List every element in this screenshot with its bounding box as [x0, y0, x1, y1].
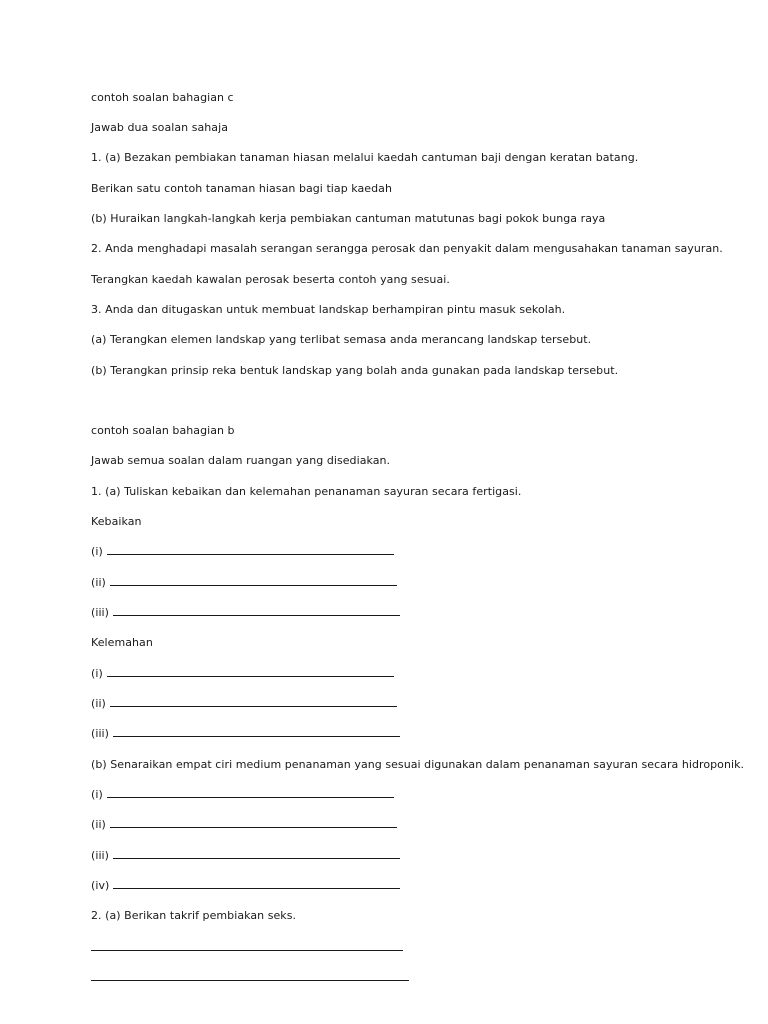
- section-c-instruction: Jawab dua soalan sahaja: [91, 121, 228, 134]
- answer-rule[interactable]: [91, 950, 403, 951]
- section-b-heading: contoh soalan bahagian b: [91, 424, 235, 437]
- answer-item-label: (i): [91, 667, 103, 680]
- answer-blank[interactable]: [113, 606, 400, 616]
- answer-blank[interactable]: [110, 576, 397, 586]
- section-c-heading: contoh soalan bahagian c: [91, 91, 234, 104]
- question-2-continued: Terangkan kaedah kawalan perosak beserta contoh yang sesuai.: [91, 273, 450, 286]
- question-1a: 1. (a) Bezakan pembiakan tanaman hiasan melalui kaedah cantuman baji dengan keratan batang.: [91, 151, 639, 164]
- answer-blank[interactable]: [110, 818, 397, 828]
- answer-blank[interactable]: [110, 697, 397, 707]
- answer-line[interactable]: [91, 727, 400, 741]
- answer-line[interactable]: [91, 545, 394, 559]
- answer-item-label: (ii): [91, 576, 106, 589]
- answer-blank[interactable]: [107, 667, 394, 677]
- answer-item-label: (i): [91, 788, 103, 801]
- answer-item-label: (iii): [91, 849, 110, 862]
- answer-blank[interactable]: [107, 788, 394, 798]
- kebaikan-label: Kebaikan: [91, 515, 142, 528]
- question-b1b: (b) Senaraikan empat ciri medium penanaman yang sesuai digunakan dalam penanaman sayuran secara hidroponik.: [91, 758, 745, 771]
- section-b-instruction: Jawab semua soalan dalam ruangan yang disediakan.: [91, 454, 391, 467]
- answer-blank[interactable]: [113, 727, 400, 737]
- answer-line[interactable]: [91, 697, 397, 711]
- answer-line[interactable]: [91, 818, 397, 832]
- answer-item-label: (iv): [91, 879, 110, 892]
- answer-line[interactable]: [91, 576, 397, 590]
- answer-line[interactable]: [91, 667, 394, 681]
- question-b2a: 2. (a) Berikan takrif pembiakan seks.: [91, 909, 297, 922]
- question-3b: (b) Terangkan prinsip reka bentuk landskap yang bolah anda gunakan pada landskap tersebut.: [91, 364, 619, 377]
- answer-line[interactable]: [91, 606, 400, 620]
- answer-item-label: (ii): [91, 818, 106, 831]
- answer-item-label: (i): [91, 545, 103, 558]
- question-2: 2. Anda menghadapi masalah serangan serangga perosak dan penyakit dalam mengusahakan tanaman sayuran.: [91, 242, 723, 255]
- question-3a: (a) Terangkan elemen landskap yang terlibat semasa anda merancang landskap tersebut.: [91, 333, 592, 346]
- answer-blank[interactable]: [107, 545, 394, 555]
- question-1a-continued: Berikan satu contoh tanaman hiasan bagi tiap kaedah: [91, 182, 392, 195]
- answer-blank[interactable]: [113, 849, 400, 859]
- answer-line[interactable]: [91, 849, 400, 863]
- answer-item-label: (iii): [91, 606, 110, 619]
- kelemahan-label: Kelemahan: [91, 636, 153, 649]
- answer-blank[interactable]: [113, 879, 400, 889]
- answer-item-label: (ii): [91, 697, 106, 710]
- answer-rule[interactable]: [91, 980, 409, 981]
- answer-line[interactable]: [91, 879, 400, 893]
- answer-item-label: (iii): [91, 727, 110, 740]
- question-3: 3. Anda dan ditugaskan untuk membuat landskap berhampiran pintu masuk sekolah.: [91, 303, 566, 316]
- question-1b: (b) Huraikan langkah-langkah kerja pembiakan cantuman matutunas bagi pokok bunga raya: [91, 212, 606, 225]
- question-b1a: 1. (a) Tuliskan kebaikan dan kelemahan penanaman sayuran secara fertigasi.: [91, 485, 522, 498]
- answer-line[interactable]: [91, 788, 394, 802]
